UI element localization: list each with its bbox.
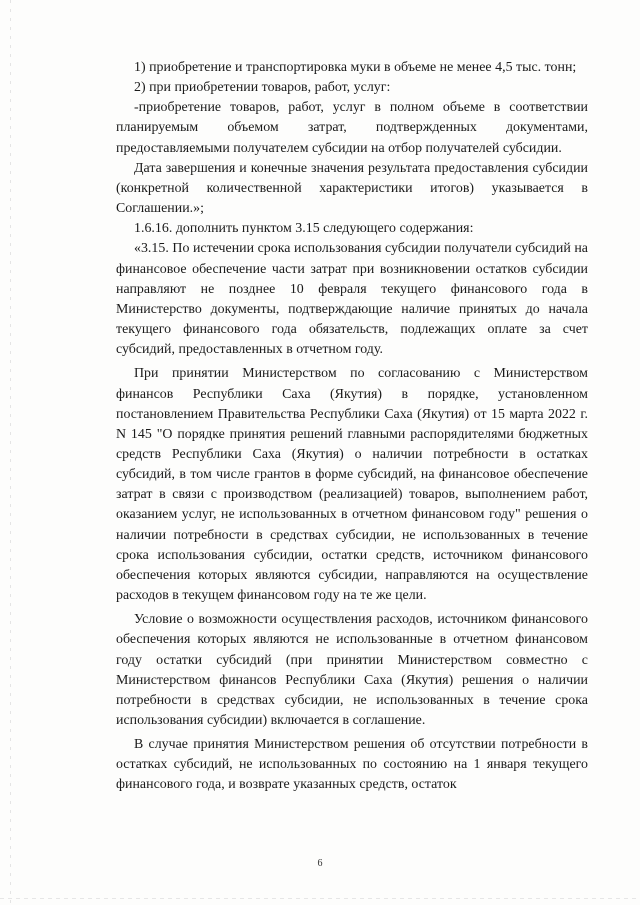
paragraph-item-1: 1) приобретение и транспортировка муки в объеме не менее 4,5 тыс. тонн; <box>134 60 577 75</box>
paragraph-clause-3-15: «3.15. По истечении срока использования субсидии получатели субсидий на финансовое обеспечение части затрат при возникновении остатков субсидии направляют не позднее 10 февраля текущего финансового года в Министерство документы, подтверждающие наличие принятых до начала текущего финансового года обязательств, подлежащих оплате за счет субсидий, предоставленных в отчетном году. <box>116 241 588 358</box>
scan-edge-artifact <box>10 0 11 905</box>
paragraph-condition: Условие о возможности осуществления расходов, источником финансового обеспечения которых являются не использованные в отчетном финансовом году остатки субсидий (при принятии Министерством совместно с Министерством финансов Республики Саха (Якутия) решения о наличии потребности в средствах субсидии, не использованных в течение срока использования субсидии) включается в соглашение. <box>116 612 588 728</box>
page-number: 6 <box>317 858 323 869</box>
paragraph-refund-case: В случае принятия Министерством решения об отсутствии потребности в остатках субсидий, не использованных по состоянию на 1 января текущего финансового года, и возврате указанных средств, остаток <box>116 737 588 793</box>
paragraph-item-2-detail: -приобретение товаров, работ, услуг в полном объеме в соответствии планируемым объемом затрат, подтвержденных документами, предоставляемыми получателем субсидии на отбор получателей субсидии. <box>116 100 588 156</box>
paragraph-completion-date: Дата завершения и конечные значения результата предоставления субсидии (конкретной количественной характеристики итогов) указывается в Соглашении.»; <box>116 160 588 217</box>
paragraph-ministry-decision: При принятии Министерством по согласованию с Министерством финансов Республики Саха (Якутия) в порядке, установленном постановлением Правительства Республики Саха (Якутия) от 15 марта 2022 г. N 145 "О порядке принятия решений главными распорядителями бюджетных средств Республики Саха (Якутия) о наличии потребности в остатках субсидий, в том числе грантов в форме субсидий, на финансовое обеспечение затрат в связи с производством (реализацией) товаров, выполнением работ, оказанием услуг, не использованных в отчетном финансовом году" решения о наличии потребности в средствах субсидии, не использованных в течение срока использования субсидии, остатки средств, источником финансового обеспечения которых являются субсидии, направляются на осуществление расходов в текущем финансовом году на те же цели. <box>116 366 588 604</box>
document-body <box>116 58 588 796</box>
scan-edge-artifact <box>0 898 640 899</box>
paragraph-item-2: 2) при приобретении товаров, работ, услуг: <box>134 80 391 96</box>
paragraph-amendment-1-6-16: 1.6.16. дополнить пунктом 3.15 следующего содержания: <box>134 221 474 237</box>
